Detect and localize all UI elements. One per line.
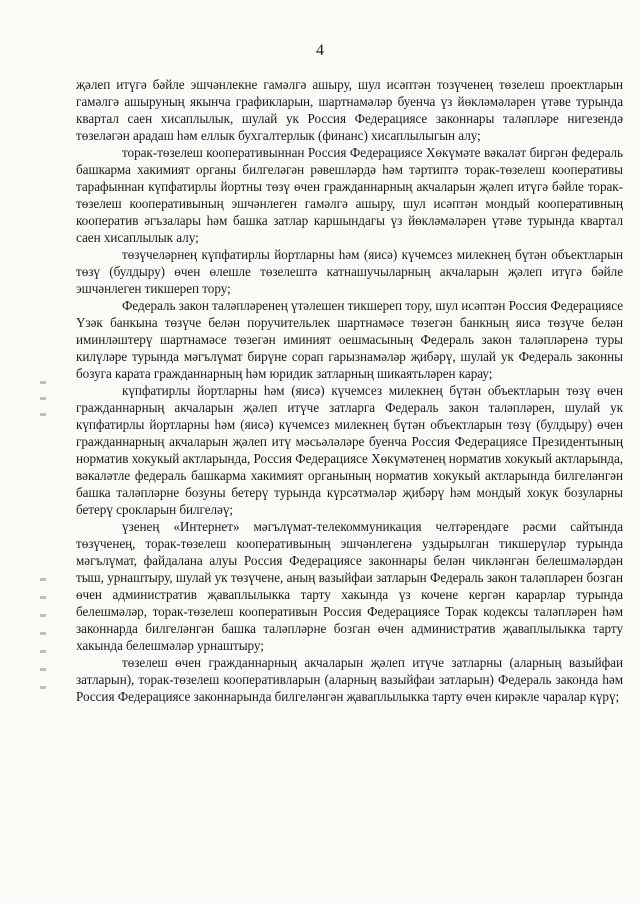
- document-body: [76, 76, 623, 705]
- paragraph: Федераль закон таләпләренең үтәлешен тикшереп тору, шул исәптән Россия Федерациясе Үзәк банкына төзүче белән поручительлек шартнамәсе төзегән банкның яисә төзүче белән иминләштерү шартнамәсе төзегән иминият оешмасының Федераль закон таләпләренә туры килүләре турында мәгълүмат бирүне сорап гарызнамәләр җибәрү, шулай ук Федераль законны бозуга карата гражданнарның һәм юридик затларның шикаятьләрен карау;: [76, 298, 623, 381]
- scan-edge-mark: [40, 632, 46, 635]
- scan-edge-mark: [40, 596, 46, 599]
- scan-edge-mark: [40, 614, 46, 617]
- scan-edge-mark: [40, 397, 46, 400]
- paragraph: төзүчеләрнең күпфатирлы йортларны һәм (яисә) күчемсез милекнең бүтән объектларын төзү (булдыру) өчен өлешле төзелештә катнашучыларның акчаларын җәлеп итүгә бәйле эшчәнлеген тикшереп тору;: [76, 247, 623, 296]
- scan-edge-mark: [40, 578, 46, 581]
- paragraph: төзелеш өчен гражданнарның акчаларын җәлеп итүче затларны (аларның вазыйфаи затларын), торак-төзелеш кооперативларын (аларның вазыйфаи затларын) Федераль законда һәм Россия Федерациясе законнарында билгеләнгән җаваплылыкка тарту өчен кирәкле чаралар күрү;: [76, 655, 623, 704]
- scan-edge-mark: [40, 381, 46, 384]
- scan-edge-mark: [40, 413, 46, 416]
- page-number: 4: [316, 42, 324, 59]
- paragraph-continued: җәлеп итүгә бәйле эшчәнлекне гамәлгә ашыру, шул исәптән тозүченең төзелеш проектларын гамәлгә ашыруның якынча графикларын, шартнамәләр буенча үз йөкләмәләрен үтәве турында квартал саен хисаплылык, шулай ук Россия Федерациясе законнары таләпләре нигезендә төзеләгән арадаш һәм еллык бухгалтерлык (финанс) хисаплылыгын алу;: [76, 77, 623, 143]
- scan-edge-mark: [40, 650, 46, 653]
- scan-edge-mark: [40, 686, 46, 689]
- paragraph: күпфатирлы йортларны һәм (яисә) күчемсез милекнең бүтән объектларын төзү өчен гражданнарның акчаларын җәлеп итүче затларга Федераль закон таләпләрен, шулай ук күпфатирлы йортларны һәм (яисә) күчемсез милекнең бүтән объектларын төзү (булдыру) өчен гражданнарның акчаларын җәлеп итү мәсьәләләре буенча Россия Федерациясе Президентының норматив хокукый актларында, Россия Федерациясе Хөкүмәтенең норматив хокукый актларында, вәкаләтле федераль башкарма хакимият органының норматив хокукый актларында билгеләнгән башка таләпләрне бозуны бетерү турында күрсәтмәләр җибәрү һәм мондый хокук бозуларны бетерү срокларын билгеләү;: [76, 383, 623, 517]
- paragraph: үзенең «Интернет» мәгълүмат-телекоммуникация челтәрендәге рәсми сайтында төзүченең, торак-төзелеш кооперативының эшчәнлегенә уздырылган тикшерүләр турында мәгълүмат, файдалана алуы Россия Федерациясе законнары белән чикләнгән белешмәләрдән тыш, урнаштыру, шулай ук төзүчене, аның вазыйфаи затларын Федераль закон таләпләрен бозган өчен административ җаваплылыкка тарту хакында үз кочене кергән карарлар турында белешмәләр, торак-төзелеш кооперативын Россия Федерациясе Торак кодексы таләпләрен һәм законнарда билгеләнгән башка таләпләрне бозган өчен административ җаваплылыкка тарту хакында белешмәләр урнаштыру;: [76, 519, 623, 653]
- scan-edge-mark: [40, 668, 46, 671]
- paragraph: торак-төзелеш кооперативыннан Россия Федерациясе Хөкүмәте вәкаләт биргән федераль башкарма хакимият органы билгеләгән рәвешләрдә һәм тәртиптә торак-төзелеш кооперативы тарафыннан күпфатирлы йортны төзү өчен гражданнарның акчаларын җәлеп итүгә бәйле торак-төзелеш кооперативының эшчәнлеген гамәлгә ашыру, шул исәптән мондый кооперативның кооператив әгъзалары һәм башка затлар каршындагы үз йөкләмәләрен үтәве турында квартал саен хисаплылык алу;: [76, 145, 623, 245]
